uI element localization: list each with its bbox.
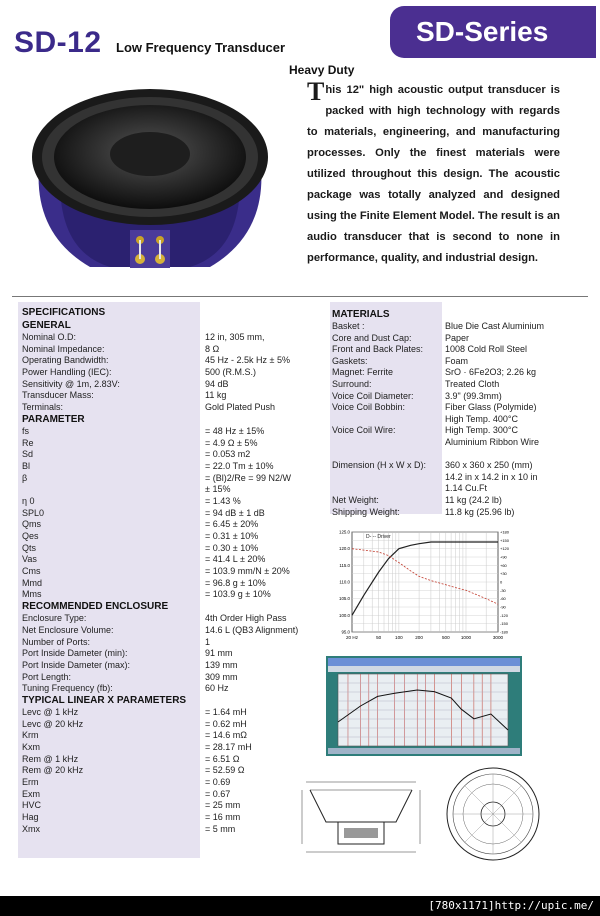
enclosure-value: 309 mm bbox=[205, 671, 238, 682]
linear-row bbox=[22, 765, 322, 777]
material-value: Blue Die Cast Aluminium bbox=[445, 321, 545, 331]
linear-row bbox=[22, 812, 322, 824]
parameter-value: ± 15% bbox=[205, 484, 231, 495]
material-row bbox=[332, 344, 592, 356]
model-title: SD-12 bbox=[14, 26, 102, 59]
material-row bbox=[332, 425, 592, 437]
linear-value: = 28.17 mH bbox=[205, 742, 252, 752]
general-value: 94 dB bbox=[205, 378, 229, 389]
material-row bbox=[332, 414, 592, 426]
material-value: High Temp. 300°C bbox=[445, 425, 518, 436]
linear-row bbox=[22, 824, 322, 836]
parameter-label: Qms bbox=[22, 519, 41, 530]
general-value: 11 kg bbox=[205, 390, 227, 401]
general-label: Nominal Impedance: bbox=[22, 343, 105, 354]
enclosure-label: Tuning Frequency (fb): bbox=[22, 683, 113, 694]
chart1-ytick-left: 125.0 bbox=[339, 529, 350, 535]
parameter-value: = 4.9 Ω ± 5% bbox=[205, 437, 258, 448]
enclosure-label: Enclosure Type: bbox=[22, 613, 87, 624]
product-subtitle: Low Frequency Transducer bbox=[116, 40, 286, 55]
material-value: High Temp. 400°C bbox=[445, 413, 518, 424]
parameter-label: Mmd bbox=[22, 577, 42, 588]
linear-value: = 1.64 mH bbox=[205, 706, 247, 717]
chart1-ytick-left: 105.0 bbox=[339, 596, 350, 602]
parameter-value: = 0.30 ± 10% bbox=[205, 542, 259, 553]
material-row bbox=[332, 321, 592, 333]
parameter-value: = 0.31 ± 10% bbox=[205, 531, 259, 541]
material-row bbox=[332, 483, 592, 495]
linear-label: Rem @ 1 kHz bbox=[22, 753, 79, 764]
intro-text: his 12" high acoustic output transducer is packed with high technology with regards to materials, engineering, and manufacturing processes. Only the finest materials were utilized throughout this design. The acoustic package was totally analyzed and designed using the Finite Element Model. The result is an audio transducer that is second to none in performance, quality, and industrial design. bbox=[307, 84, 560, 264]
parameter-heading: PARAMETER bbox=[22, 413, 85, 425]
chart1-ytick-right: -30 bbox=[500, 587, 506, 593]
general-label: Transducer Mass: bbox=[22, 390, 94, 401]
material-row bbox=[332, 356, 592, 368]
material-row bbox=[332, 472, 592, 484]
chart1-ytick-left: 120.0 bbox=[339, 546, 350, 552]
material-label: Dimension (H x W x D): bbox=[332, 460, 427, 471]
general-value: Gold Plated Push bbox=[205, 402, 276, 413]
materials-heading: MATERIALS bbox=[332, 309, 390, 320]
linear-row bbox=[22, 730, 322, 742]
chart1-ytick-right: -90 bbox=[500, 604, 506, 610]
general-row bbox=[22, 390, 322, 402]
enclosure-label: Port Inside Dameter (max): bbox=[22, 659, 131, 670]
material-rows bbox=[332, 321, 592, 518]
parameter-label: Vas bbox=[22, 554, 37, 565]
linear-row bbox=[22, 789, 322, 801]
specifications-table bbox=[22, 307, 322, 836]
section-divider bbox=[12, 296, 588, 297]
linear-value: = 5 mm bbox=[205, 823, 236, 834]
material-value: 1008 Cold Roll Steel bbox=[445, 344, 528, 355]
linear-value: = 14.6 mΩ bbox=[205, 730, 247, 741]
linear-label: Levc @ 1 kHz bbox=[22, 706, 79, 717]
chart1-ytick-right: +90 bbox=[500, 554, 507, 560]
material-value: 11.8 kg (25.96 lb) bbox=[445, 506, 515, 517]
material-value: SrO · 6Fe2O3; 2.26 kg bbox=[445, 367, 537, 378]
chart1-ytick-right: -120 bbox=[500, 612, 509, 618]
chart1-ytick-right: +120 bbox=[500, 546, 510, 552]
linear-value: = 52.59 Ω bbox=[205, 765, 245, 776]
general-row bbox=[22, 355, 322, 367]
linear-label: Xmx bbox=[22, 823, 40, 834]
parameter-value: = 94 dB ± 1 dB bbox=[205, 507, 265, 518]
material-value: Treated Cloth bbox=[445, 378, 500, 389]
general-value: 8 Ω bbox=[205, 343, 220, 354]
material-label: Shipping Weight: bbox=[332, 506, 400, 517]
parameter-label: Qts bbox=[22, 542, 37, 553]
parameter-row bbox=[22, 426, 322, 438]
material-label: Front and Back Plates: bbox=[332, 344, 424, 355]
enclosure-label: Port Inside Dameter (min): bbox=[22, 648, 128, 659]
parameter-label: SPL0 bbox=[22, 507, 45, 518]
parameter-label: Cms bbox=[22, 566, 41, 577]
material-row bbox=[332, 379, 592, 391]
specifications-heading: SPECIFICATIONS bbox=[22, 307, 106, 318]
parameter-row bbox=[22, 519, 322, 531]
material-label: Core and Dust Cap: bbox=[332, 332, 412, 343]
material-label: Net Weight: bbox=[332, 494, 379, 505]
chart1-ytick-right: +30 bbox=[500, 571, 507, 577]
general-value: 500 (R.M.S.) bbox=[205, 367, 257, 378]
general-row bbox=[22, 332, 322, 344]
enclosure-value: 1 bbox=[205, 636, 211, 647]
parameter-row bbox=[22, 566, 322, 578]
parameter-label: β bbox=[22, 472, 28, 483]
material-label: Voice Coil Bobbin: bbox=[332, 402, 406, 413]
intro-dropcap: T bbox=[307, 77, 325, 106]
parameter-row bbox=[22, 473, 322, 485]
material-row bbox=[332, 495, 592, 507]
linear-row bbox=[22, 719, 322, 731]
linear-label: Krm bbox=[22, 730, 39, 741]
parameter-label: fs bbox=[22, 425, 30, 436]
parameter-value: = 103.9 mm/N ± 20% bbox=[205, 566, 290, 577]
parameter-row bbox=[22, 578, 322, 590]
material-value: 1.14 Cu.Ft bbox=[445, 483, 488, 494]
chart1-xtick: 500 bbox=[441, 635, 450, 640]
linear-label: Exm bbox=[22, 788, 40, 799]
side-profile-drawing bbox=[296, 772, 426, 860]
linear-value: = 6.51 Ω bbox=[205, 753, 240, 764]
chart1-xtick: 200 bbox=[415, 635, 423, 640]
material-row bbox=[332, 402, 592, 414]
linear-value: = 25 mm bbox=[205, 800, 241, 811]
parameter-value: = 0.053 m2 bbox=[205, 449, 251, 460]
material-row bbox=[332, 333, 592, 345]
enclosure-row bbox=[22, 648, 322, 660]
chart1-legend: D- -- Driver bbox=[366, 534, 391, 540]
linear-rows bbox=[22, 707, 322, 836]
intro-paragraph bbox=[307, 77, 560, 269]
chart1-ytick-left: 95.0 bbox=[341, 629, 350, 635]
material-row bbox=[332, 367, 592, 379]
enclosure-heading: RECOMMENDED ENCLOSURE bbox=[22, 601, 169, 613]
parameter-row bbox=[22, 496, 322, 508]
enclosure-value: 91 mm bbox=[205, 648, 233, 659]
material-label: Surround: bbox=[332, 378, 372, 389]
enclosure-row bbox=[22, 613, 322, 625]
general-label: Sensitivity @ 1m, 2.83V: bbox=[22, 378, 120, 389]
parameter-value: = 22.0 Tm ± 10% bbox=[205, 460, 274, 471]
general-label: Operating Bandwidth: bbox=[22, 355, 109, 366]
material-value: Aluminium Ribbon Wire bbox=[445, 436, 540, 447]
footer-tag: [780x1171]http://upic.me/ bbox=[428, 899, 594, 912]
parameter-value: = 1.43 % bbox=[205, 495, 241, 506]
parameter-row bbox=[22, 438, 322, 450]
chart1-ytick-right: 0 bbox=[500, 579, 503, 585]
general-heading: GENERAL bbox=[22, 320, 71, 331]
material-label: Voice Coil Wire: bbox=[332, 425, 396, 436]
enclosure-row bbox=[22, 683, 322, 695]
material-row bbox=[332, 460, 592, 472]
chart1-xtick: 20 Hz bbox=[345, 635, 359, 640]
chart1-xtick: 100 bbox=[395, 635, 403, 640]
chart1-ytick-left: 110.0 bbox=[339, 579, 350, 585]
chart1-xtick: 50 bbox=[376, 635, 382, 640]
general-rows bbox=[22, 332, 322, 414]
parameter-value: = 48 Hz ± 15% bbox=[205, 425, 265, 436]
frequency-response-chart bbox=[330, 524, 520, 646]
material-value: 3.9" (99.3mm) bbox=[445, 390, 502, 401]
linear-label: Levc @ 20 kHz bbox=[22, 718, 84, 729]
parameter-row bbox=[22, 508, 322, 520]
front-view-drawing bbox=[438, 764, 548, 864]
material-value: Foam bbox=[445, 355, 469, 366]
enclosure-label: Net Enclosure Volume: bbox=[22, 624, 114, 635]
chart1-ytick-left: 100.0 bbox=[339, 612, 350, 618]
linear-row bbox=[22, 800, 322, 812]
chart1-ytick-right: -180 bbox=[500, 629, 509, 635]
material-row bbox=[332, 437, 592, 449]
general-row bbox=[22, 379, 322, 391]
parameter-value: = 6.45 ± 20% bbox=[205, 519, 259, 530]
parameter-value: = 96.8 g ± 10% bbox=[205, 577, 266, 588]
linear-value: = 0.67 bbox=[205, 788, 231, 799]
general-label: Power Handling (IEC): bbox=[22, 367, 112, 378]
chart1-ytick-right: +60 bbox=[500, 562, 507, 568]
enclosure-row bbox=[22, 625, 322, 637]
linear-value: = 16 mm bbox=[205, 812, 241, 823]
materials-table bbox=[332, 309, 592, 518]
linear-value: = 0.69 bbox=[205, 777, 231, 788]
parameter-row bbox=[22, 484, 322, 496]
material-value: 14.2 in x 14.2 in x 10 in bbox=[445, 471, 538, 482]
parameter-value: = 41.4 L ± 20% bbox=[205, 554, 266, 565]
material-label: Gaskets: bbox=[332, 355, 368, 366]
linear-label: Rem @ 20 kHz bbox=[22, 765, 84, 776]
material-value: Fiber Glass (Polymide) bbox=[445, 402, 537, 413]
series-label: SD-Series bbox=[416, 16, 549, 47]
linear-label: HVC bbox=[22, 800, 42, 811]
parameter-label: Bl bbox=[22, 460, 31, 471]
chart1-ytick-right: +180 bbox=[500, 529, 510, 535]
general-row bbox=[22, 367, 322, 379]
enclosure-label: Number of Ports: bbox=[22, 636, 91, 647]
parameter-row bbox=[22, 461, 322, 473]
linear-label: Hag bbox=[22, 812, 39, 823]
material-value: Paper bbox=[445, 332, 470, 343]
linear-label: Erm bbox=[22, 777, 39, 788]
enclosure-value: 139 mm bbox=[205, 659, 238, 670]
measurement-chart bbox=[326, 656, 522, 756]
parameter-label: Re bbox=[22, 437, 34, 448]
linear-row bbox=[22, 777, 322, 789]
parameter-row bbox=[22, 543, 322, 555]
general-label: Terminals: bbox=[22, 402, 64, 413]
speaker-product-image bbox=[20, 62, 280, 292]
footer-bar bbox=[0, 896, 600, 916]
general-value: 45 Hz - 2.5k Hz ± 5% bbox=[205, 355, 290, 366]
duty-label: Heavy Duty bbox=[289, 63, 355, 77]
chart1-ytick-right: -60 bbox=[500, 596, 506, 602]
enclosure-value: 14.6 L (QB3 Alignment) bbox=[205, 624, 299, 635]
chart1-xtick: 1000 bbox=[460, 635, 472, 640]
enclosure-row bbox=[22, 672, 322, 684]
linear-row bbox=[22, 742, 322, 754]
linear-heading: TYPICAL LINEAR X PARAMETERS bbox=[22, 694, 187, 706]
parameter-row bbox=[22, 554, 322, 566]
parameter-row bbox=[22, 589, 322, 601]
chart1-ytick-right: -150 bbox=[500, 621, 509, 627]
general-value: 12 in, 305 mm, bbox=[205, 332, 265, 342]
enclosure-rows bbox=[22, 613, 322, 695]
parameter-value: = 103.9 g ± 10% bbox=[205, 589, 271, 600]
chart1-xtick: 3000 bbox=[492, 635, 504, 640]
linear-row bbox=[22, 754, 322, 766]
material-value: 360 x 360 x 250 (mm) bbox=[445, 460, 533, 471]
material-label: Basket : bbox=[332, 321, 365, 331]
general-row bbox=[22, 344, 322, 356]
parameter-label: Sd bbox=[22, 449, 34, 460]
parameter-row bbox=[22, 531, 322, 543]
parameter-row bbox=[22, 449, 322, 461]
linear-label: Kxm bbox=[22, 742, 40, 752]
material-label: Magnet: Ferrite bbox=[332, 367, 394, 378]
chart1-ytick-left: 115.0 bbox=[339, 562, 350, 568]
material-row bbox=[332, 449, 592, 461]
enclosure-value: 60 Hz bbox=[205, 683, 229, 694]
parameter-label: Mms bbox=[22, 589, 42, 600]
general-row bbox=[22, 402, 322, 414]
parameter-label: Qes bbox=[22, 531, 39, 541]
parameter-rows bbox=[22, 426, 322, 601]
chart1-ytick-right: +150 bbox=[500, 537, 510, 543]
series-tab bbox=[390, 6, 596, 58]
material-row bbox=[332, 507, 592, 519]
linear-row bbox=[22, 707, 322, 719]
material-value: 11 kg (24.2 lb) bbox=[445, 494, 502, 505]
parameter-value: = (Bl)2/Re = 99 N2/W bbox=[205, 472, 292, 483]
parameter-label: η 0 bbox=[22, 495, 35, 506]
material-label: Voice Coil Diameter: bbox=[332, 390, 414, 401]
enclosure-row bbox=[22, 637, 322, 649]
linear-value: = 0.62 mH bbox=[205, 718, 247, 729]
enclosure-label: Port Length: bbox=[22, 671, 72, 682]
general-label: Nominal O.D: bbox=[22, 332, 77, 342]
enclosure-row bbox=[22, 660, 322, 672]
material-row bbox=[332, 391, 592, 403]
enclosure-value: 4th Order High Pass bbox=[205, 613, 287, 624]
